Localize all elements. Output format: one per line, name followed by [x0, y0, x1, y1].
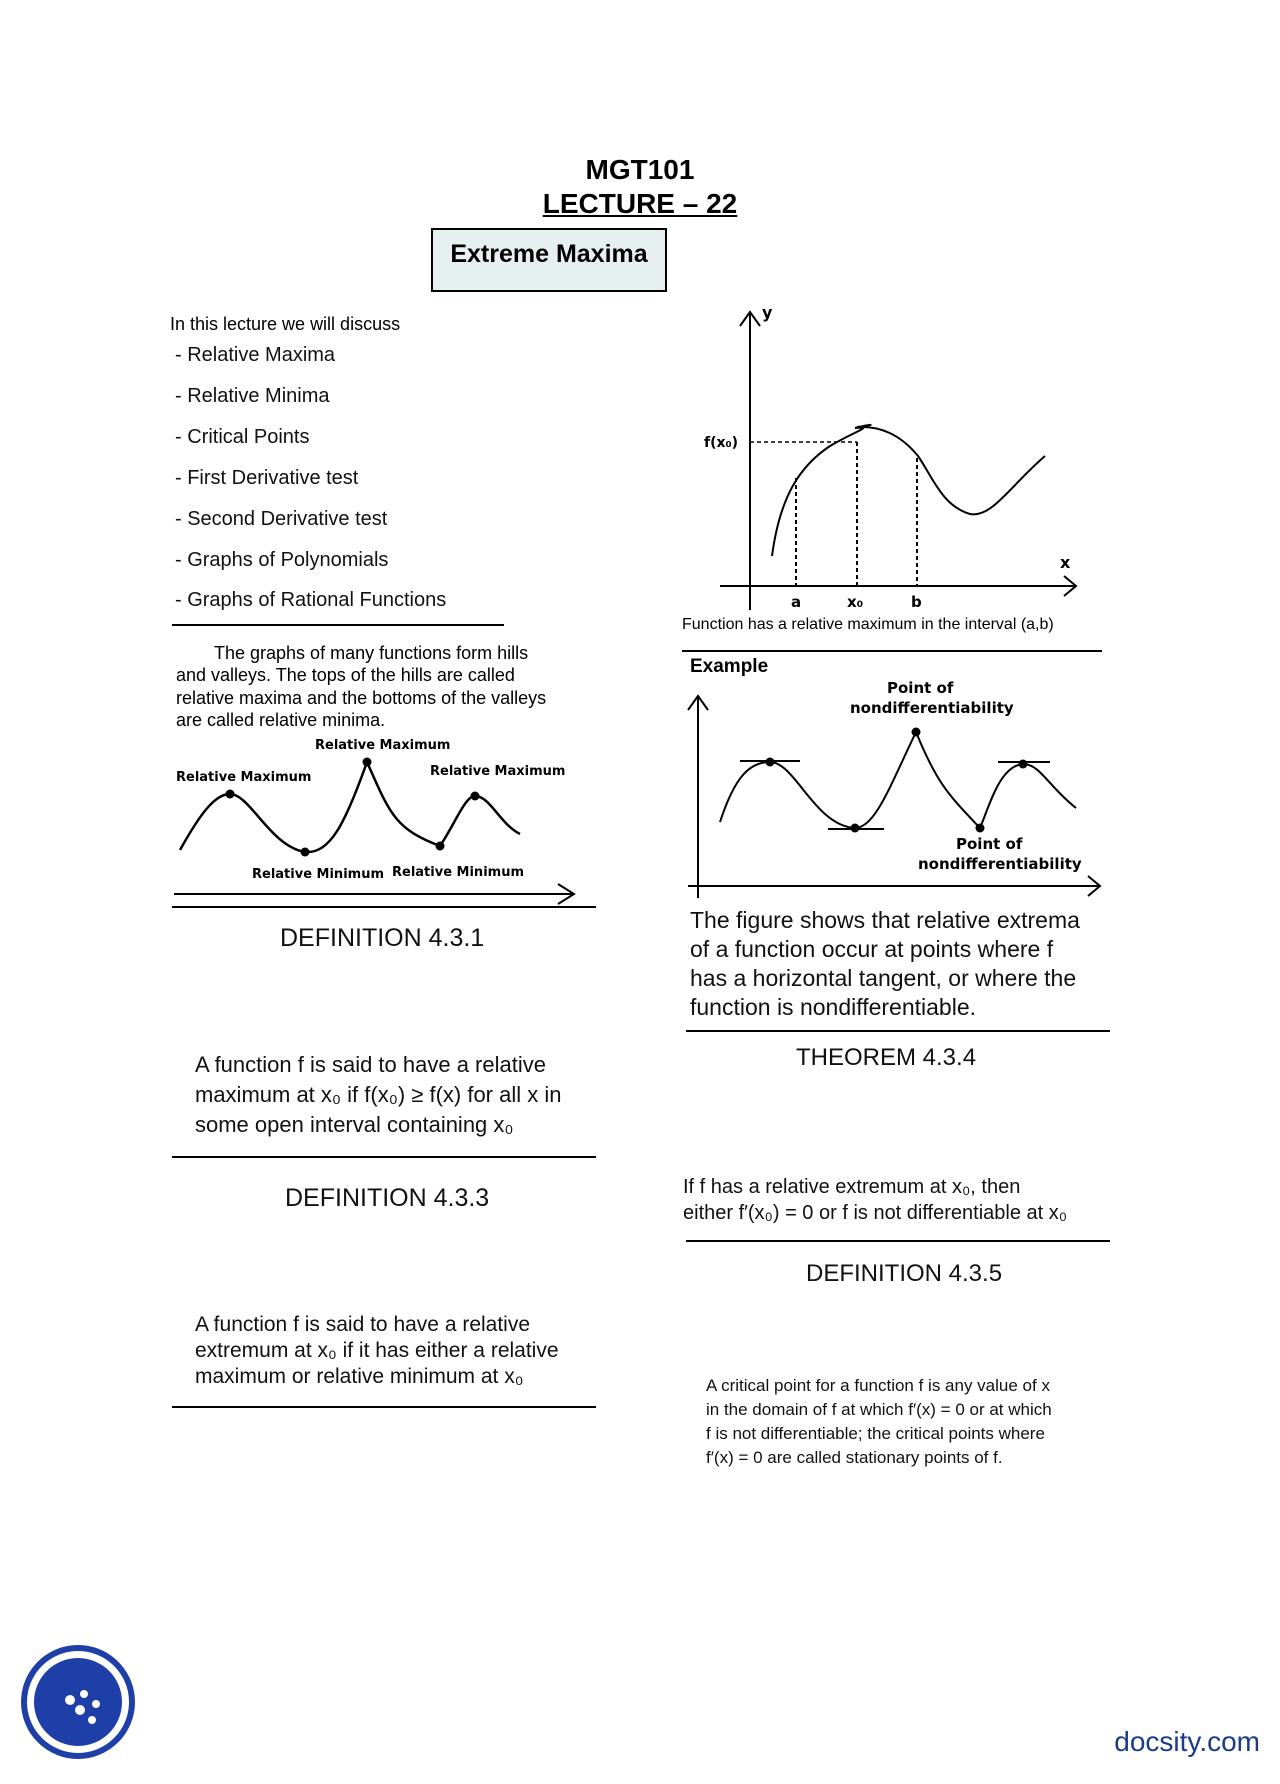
topic-item: - Graphs of Rational Functions: [175, 589, 447, 611]
example-graph: [680, 676, 1110, 906]
example-label: Example: [690, 656, 769, 677]
topic-item: - First Derivative test: [175, 467, 359, 489]
divider: [686, 1030, 1110, 1032]
definition-line: some open interval containing x₀: [195, 1112, 514, 1137]
divider: [172, 1406, 596, 1408]
nondiff-label-bottom: Point of: [956, 835, 1023, 853]
divider: [172, 624, 504, 626]
relative-max-point: [226, 790, 235, 799]
relative-min-point: [301, 848, 310, 857]
extremum-point: [1019, 760, 1028, 769]
topic-item: - Critical Points: [175, 426, 310, 448]
nondiff-label-bottom: nondifferentiability: [918, 855, 1082, 873]
definition-heading: DEFINITION 4.3.5: [806, 1260, 1003, 1287]
relative-max-point: [471, 792, 480, 801]
fx0-label: f(x₀): [704, 435, 739, 451]
topic-box: Extreme Maxima: [431, 228, 667, 292]
definition-line: in the domain of f at which f′(x) = 0 or at which: [706, 1400, 1052, 1419]
definition-line: A function f is said to have a relative: [195, 1313, 531, 1336]
graph-caption: Function has a relative maximum in the interval (a,b): [682, 616, 1054, 633]
x0-label: x₀: [847, 593, 864, 611]
example-text-line: function is nondifferentiable.: [690, 994, 976, 1020]
nondiff-label-top: nondifferentiability: [850, 699, 1014, 717]
divider: [686, 1240, 1110, 1242]
definition-heading: DEFINITION 4.3.1: [280, 924, 485, 952]
definition-line: maximum or relative minimum at x₀: [195, 1365, 524, 1388]
docsity-logo-icon: [18, 1642, 138, 1762]
definition-line: maximum at x₀ if f(x₀) ≥ f(x) for all x in: [195, 1082, 562, 1107]
nondifferentiable-point: [976, 824, 985, 833]
definition-line: f is not differentiable; the critical points where: [706, 1424, 1045, 1443]
label-relative-maximum: Relative Maximum: [430, 764, 566, 779]
divider: [172, 906, 596, 908]
relative-min-point: [436, 842, 445, 851]
example-text-line: of a function occur at points where f: [690, 936, 1054, 962]
brand-link[interactable]: docsity.com: [1114, 1726, 1260, 1757]
definition-line: f′(x) = 0 are called stationary points of f.: [706, 1448, 1003, 1467]
definition-heading: DEFINITION 4.3.3: [285, 1184, 490, 1212]
topic-item: - Relative Minima: [175, 385, 330, 407]
hills-valleys-graph: [170, 734, 590, 910]
divider: [682, 650, 1102, 652]
extremum-point: [766, 758, 775, 767]
topic-item: - Relative Maxima: [175, 344, 336, 366]
nondifferentiable-point: [912, 728, 921, 737]
label-relative-maximum: Relative Maximum: [176, 770, 312, 785]
definition-line: A critical point for a function f is any value of x: [706, 1376, 1050, 1395]
course-code: MGT101: [585, 154, 695, 185]
definition-line: extremum at x₀ if it has either a relative: [195, 1339, 559, 1362]
hills-paragraph-line: The graphs of many functions form hills: [214, 643, 529, 663]
function-curve: [772, 425, 1045, 556]
intro-lead: In this lecture we will discuss: [170, 314, 401, 334]
example-text-line: has a horizontal tangent, or where the: [690, 965, 1077, 991]
hills-paragraph-line: are called relative minima.: [176, 710, 386, 730]
extremum-point: [851, 824, 860, 833]
relative-max-point: [363, 758, 372, 767]
topic-item: - Second Derivative test: [175, 508, 388, 530]
y-axis-label: y: [762, 306, 773, 322]
example-curve: [720, 732, 1076, 828]
label-relative-minimum: Relative Minimum: [252, 867, 384, 882]
lecture-number: LECTURE – 22: [542, 188, 738, 219]
a-label: a: [791, 593, 802, 611]
divider: [172, 1156, 596, 1158]
x-axis-label: x: [1060, 553, 1071, 572]
example-text-line: The figure shows that relative extrema: [690, 907, 1080, 933]
topic-item: - Graphs of Polynomials: [175, 549, 389, 571]
hills-paragraph-line: relative maxima and the bottoms of the valleys: [176, 688, 547, 708]
theorem-heading: THEOREM 4.3.4: [796, 1044, 977, 1071]
theorem-line: either f′(x₀) = 0 or f is not differentiable at x₀: [683, 1202, 1068, 1224]
label-relative-maximum: Relative Maximum: [315, 738, 451, 753]
b-label: b: [911, 593, 922, 611]
theorem-line: If f has a relative extremum at x₀, then: [683, 1176, 1021, 1198]
hills-paragraph-line: and valleys. The tops of the hills are called: [176, 665, 515, 685]
relative-max-graph: [680, 306, 1100, 640]
nondiff-label-top: Point of: [887, 679, 954, 697]
definition-line: A function f is said to have a relative: [195, 1052, 546, 1077]
label-relative-minimum: Relative Minimum: [392, 865, 524, 880]
